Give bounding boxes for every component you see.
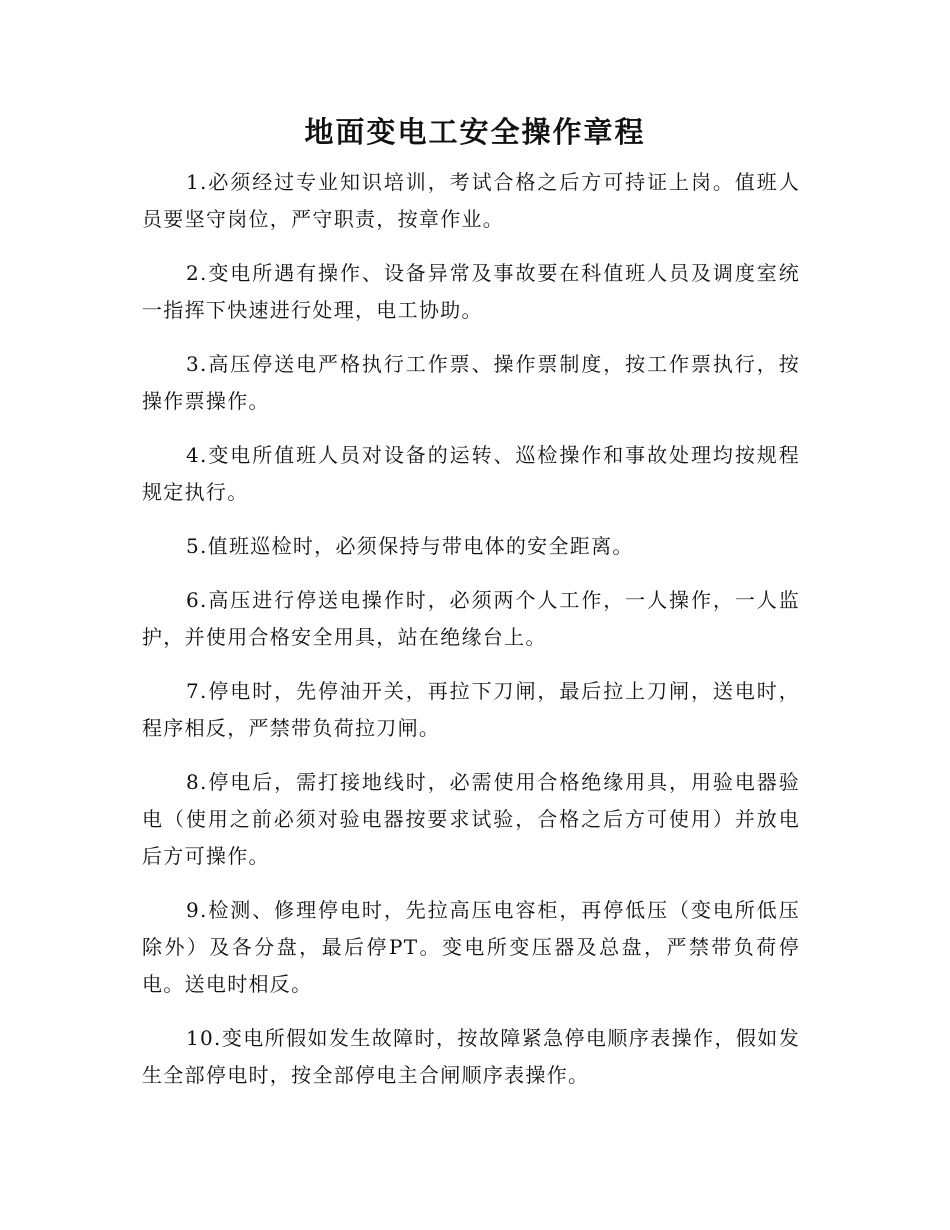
document-body: [142, 164, 800, 1111]
paragraph-9: 9.检测、修理停电时，先拉高压电容柜，再停低压（变电所低压除外）及各分盘，最后停PT。变电所变压器及总盘，严禁带负荷停电。送电时相反。: [142, 898, 800, 996]
paragraph-5: 5.值班巡检时，必须保持与带电体的安全距离。: [186, 534, 634, 558]
document-title: 地面变电工安全操作章程: [304, 115, 646, 149]
paragraph-3: 3.高压停送电严格执行工作票、操作票制度，按工作票执行，按操作票操作。: [142, 352, 800, 413]
paragraph-2: 2.变电所遇有操作、设备异常及事故要在科值班人员及调度室统一指挥下快速进行处理，电工协助。: [142, 261, 800, 322]
paragraph-7: 7.停电时，先停油开关，再拉下刀闸，最后拉上刀闸，送电时，程序相反，严禁带负荷拉刀闸。: [142, 679, 800, 740]
paragraph-8: 8.停电后，需打接地线时，必需使用合格绝缘用具，用验电器验电（使用之前必须对验电器按要求试验，合格之后方可使用）并放电后方可操作。: [142, 770, 800, 868]
paragraph-1: 1.必须经过专业知识培训，考试合格之后方可持证上岗。值班人员要坚守岗位，严守职责，按章作业。: [142, 170, 800, 231]
paragraph-4: 4.变电所值班人员对设备的运转、巡检操作和事故处理均按规程规定执行。: [142, 443, 800, 504]
paragraph-6: 6.高压进行停送电操作时，必须两个人工作，一人操作，一人监护，并使用合格安全用具，站在绝缘台上。: [142, 588, 800, 649]
paragraph-10: 10.变电所假如发生故障时，按故障紧急停电顺序表操作，假如发生全部停电时，按全部停电主合闸顺序表操作。: [142, 1026, 800, 1087]
